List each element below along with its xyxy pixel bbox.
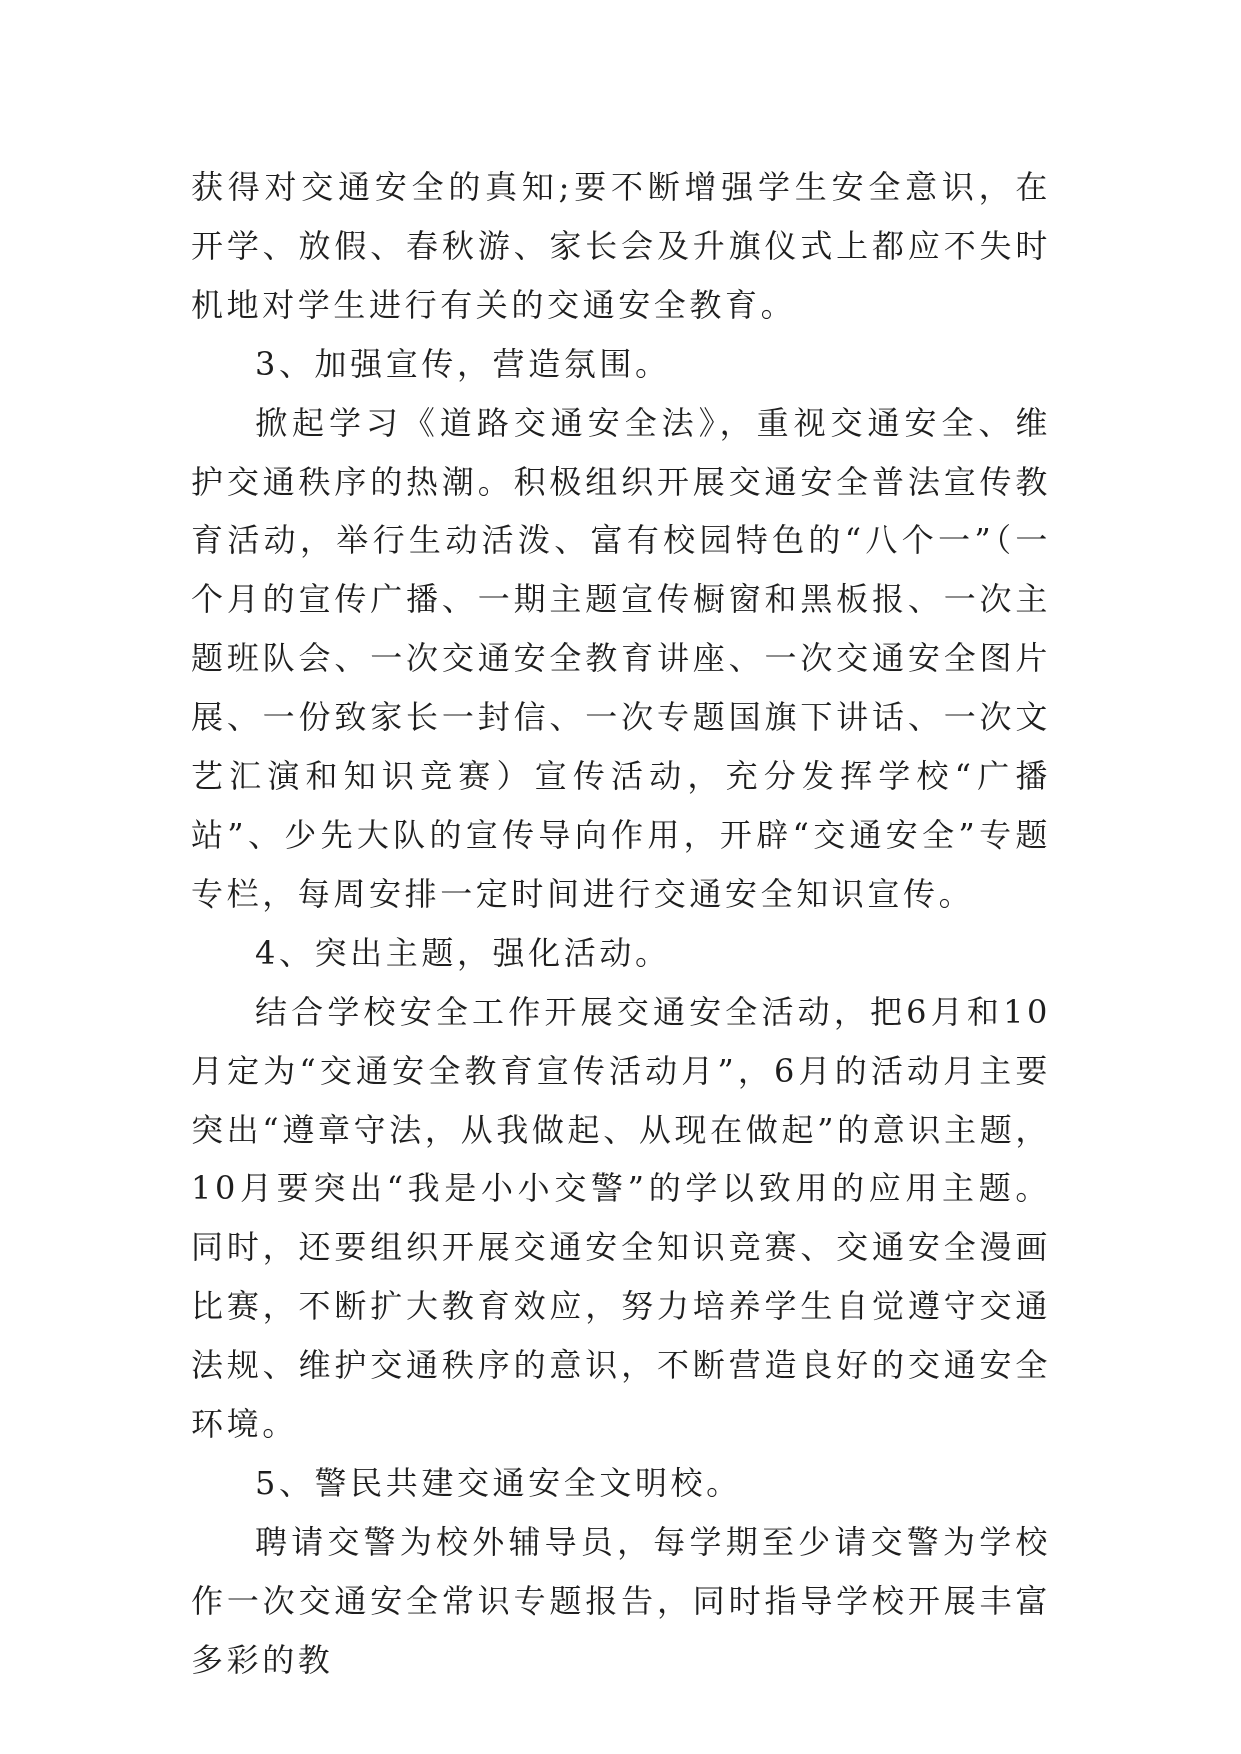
section-heading-4: 4、突出主题，强化活动。 (255, 933, 671, 972)
paragraph-police-cooperation: 聘请交警为校外辅导员，每学期至少请交警为学校作一次交通安全常识专题报告，同时指导学校开展丰富多彩的教 (191, 1522, 1051, 1679)
paragraph-activities: 结合学校安全工作开展交通安全活动，把6月和10月定为“交通安全教育宣传活动月”，6月的活动月主要突出“遵章守法，从我做起、从现在做起”的意识主题，10月要突出“我是小小交警”的学以致用的应用主题。同时，还要组织开展交通安全知识竞赛、交通安全漫画比赛，不断扩大教育效应，努力培养学生自觉遵守交通法规、维护交通秩序的意识，不断营造良好的交通安全环境。 (191, 992, 1051, 1444)
section-heading-5: 5、警民共建交通安全文明校。 (255, 1463, 742, 1502)
paragraph-publicity: 掀起学习《道路交通安全法》，重视交通安全、维护交通秩序的热潮。积极组织开展交通安全普法宣传教育活动，举行生动活泼、富有校园特色的“八个一”（一个月的宣传广播、一期主题宣传橱窗和黑板报、一次主题班队会、一次交通安全教育讲座、一次交通安全图片展、一份致家长一封信、一次专题国旗下讲话、一次文艺汇演和知识竞赛）宣传活动，充分发挥学校“广播站”、少先大队的宣传导向作用，开辟“交通安全”专题专栏，每周安排一定时间进行交通安全知识宣传。 (191, 403, 1051, 913)
paragraph-continued: 获得对交通安全的真知;要不断增强学生安全意识，在开学、放假、春秋游、家长会及升旗仪式上都应不失时机地对学生进行有关的交通安全教育。 (191, 168, 1051, 324)
document-body (191, 158, 1051, 1690)
section-heading-3: 3、加强宣传，营造氛围。 (255, 344, 671, 383)
